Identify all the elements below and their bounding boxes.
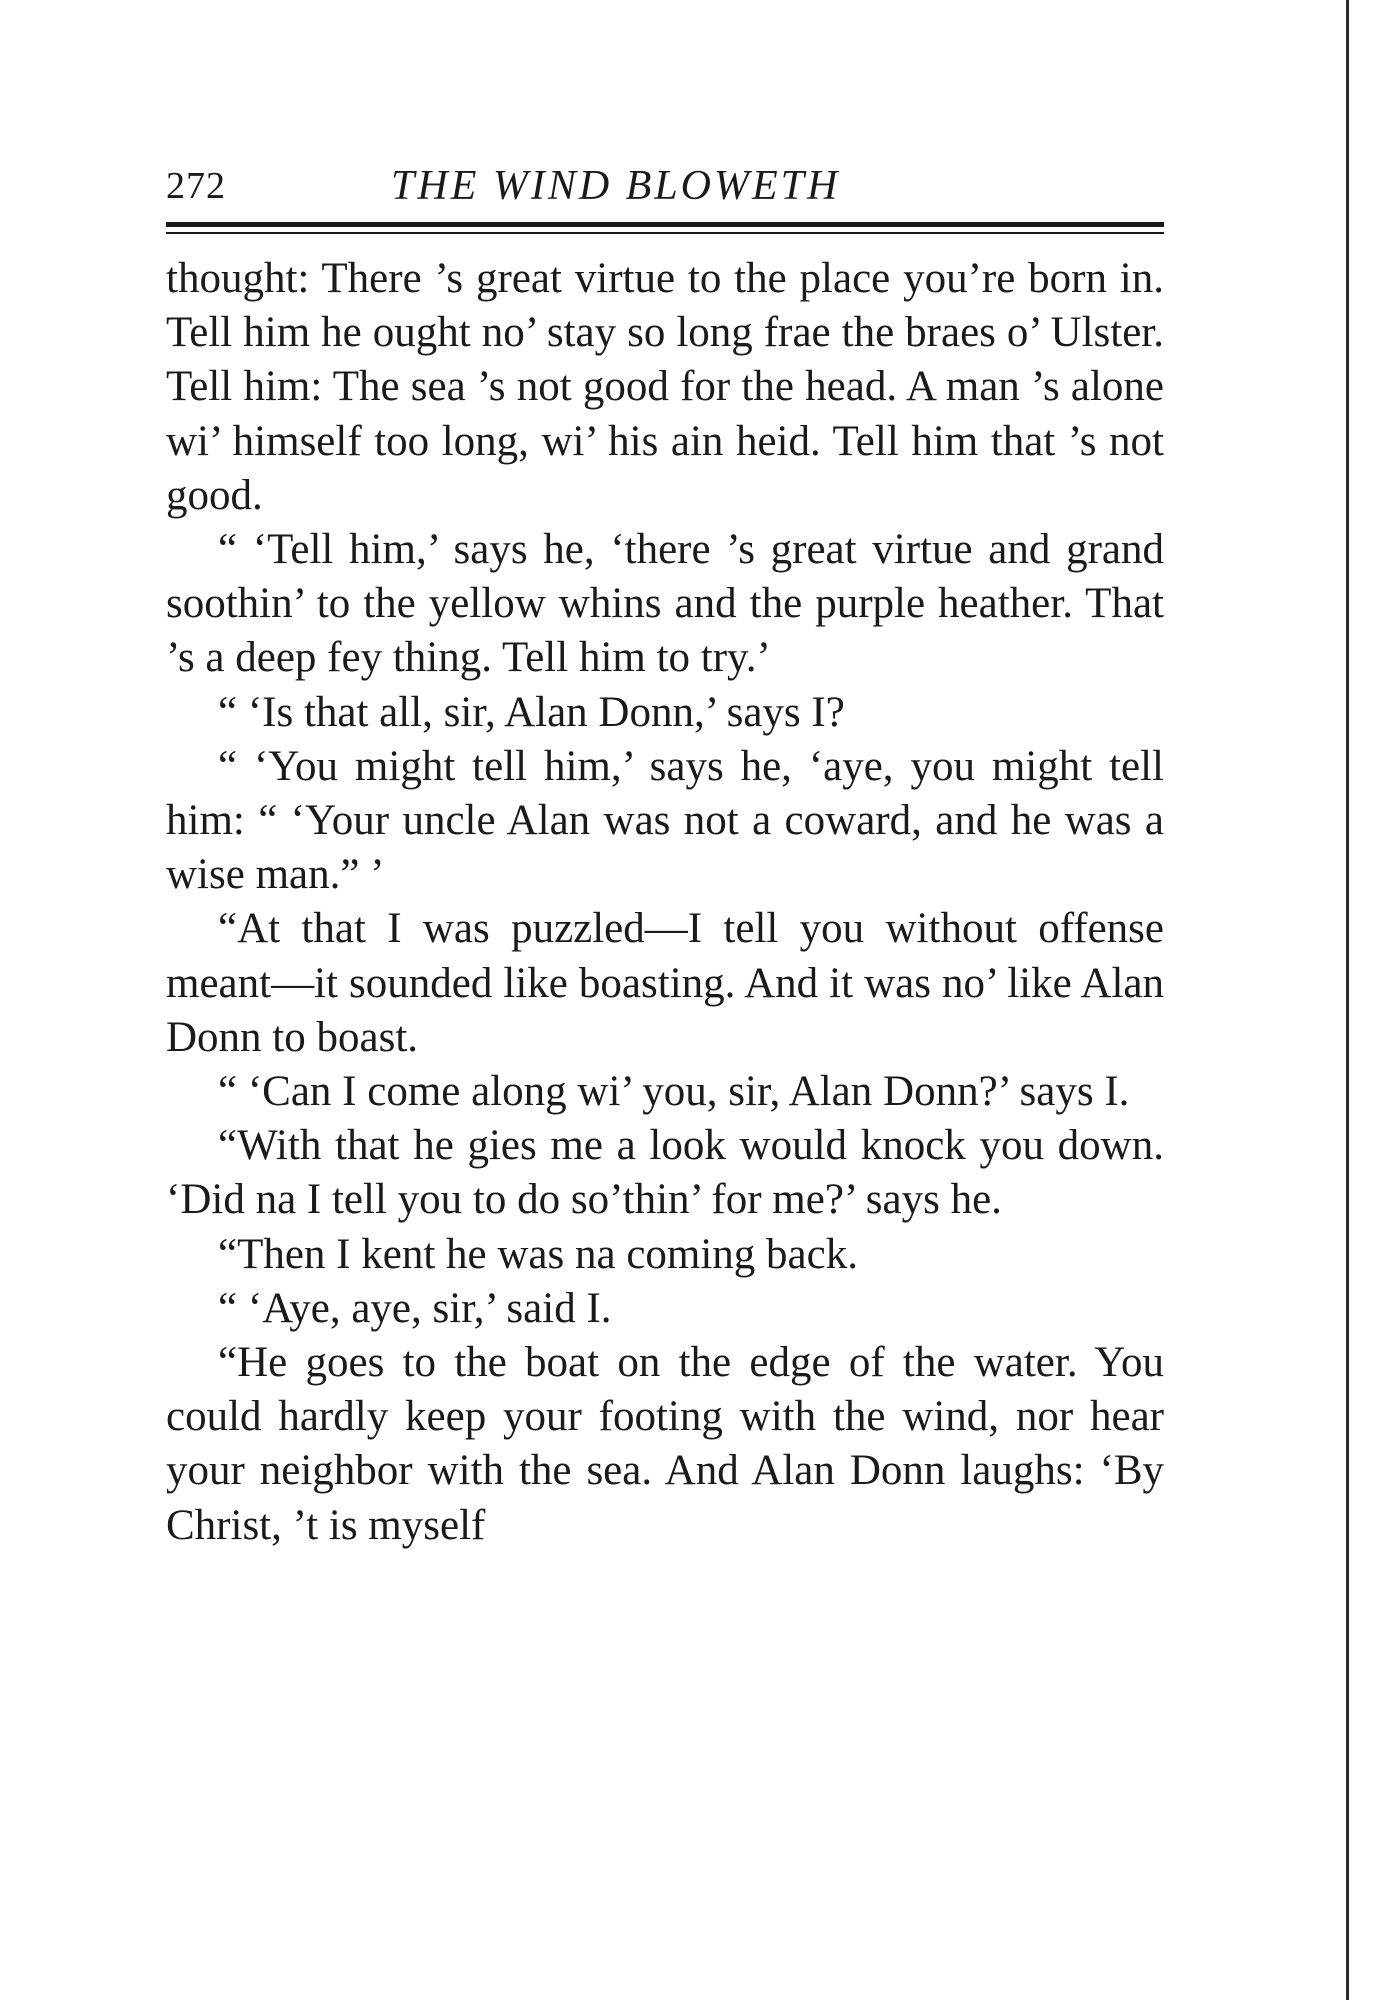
paragraph: “ ‘Aye, aye, sir,’ said I. <box>218 1284 612 1332</box>
running-title: THE WIND BLOWETH <box>391 163 841 209</box>
paragraph: “Then I kent he was na coming back. <box>218 1230 858 1278</box>
header-rule-thin <box>166 232 1164 234</box>
page-number: 272 <box>166 165 226 207</box>
paragraph: “With that he gies me a look would knock you down. ‘Did na I tell you to do so’thin’ for me?’ says he. <box>166 1122 1164 1224</box>
body-text <box>166 252 1164 1553</box>
paragraph: thought: There ’s great virtue to the place you’re born in. Tell him he ought no’ stay so long frae the braes o’ Ulster. Tell him: The sea ’s not good for the head. A man ’s alone wi’ himself too long, wi’ his ain heid. Tell him that ’s not good. <box>166 255 1164 519</box>
paragraph: “ ‘You might tell him,’ says he, ‘aye, you might tell him: “ ‘Your uncle Alan was not a coward, and he was a wise man.” ’ <box>166 742 1164 899</box>
page-edge-line <box>1346 0 1349 2000</box>
paragraph: “ ‘Tell him,’ says he, ‘there ’s great virtue and grand soothin’ to the yellow whins and the purple heather. That ’s a deep fey thing. Tell him to try.’ <box>166 526 1164 682</box>
header-rule <box>166 222 1164 227</box>
paragraph: “ ‘Is that all, sir, Alan Donn,’ says I? <box>218 688 845 736</box>
page-header <box>166 158 1166 218</box>
paragraph: “ ‘Can I come along wi’ you, sir, Alan Donn?’ says I. <box>218 1068 1130 1116</box>
paragraph: “At that I was puzzled—I tell you without offense meant—it sounded like boasting. And it was no’ like Alan Donn to boast. <box>166 905 1164 1061</box>
paragraph: “He goes to the boat on the edge of the water. You could hardly keep your footing with the wind, nor hear your neighbor with the sea. And Alan Donn laughs: ‘By Christ, ’t is myself <box>166 1339 1164 1549</box>
